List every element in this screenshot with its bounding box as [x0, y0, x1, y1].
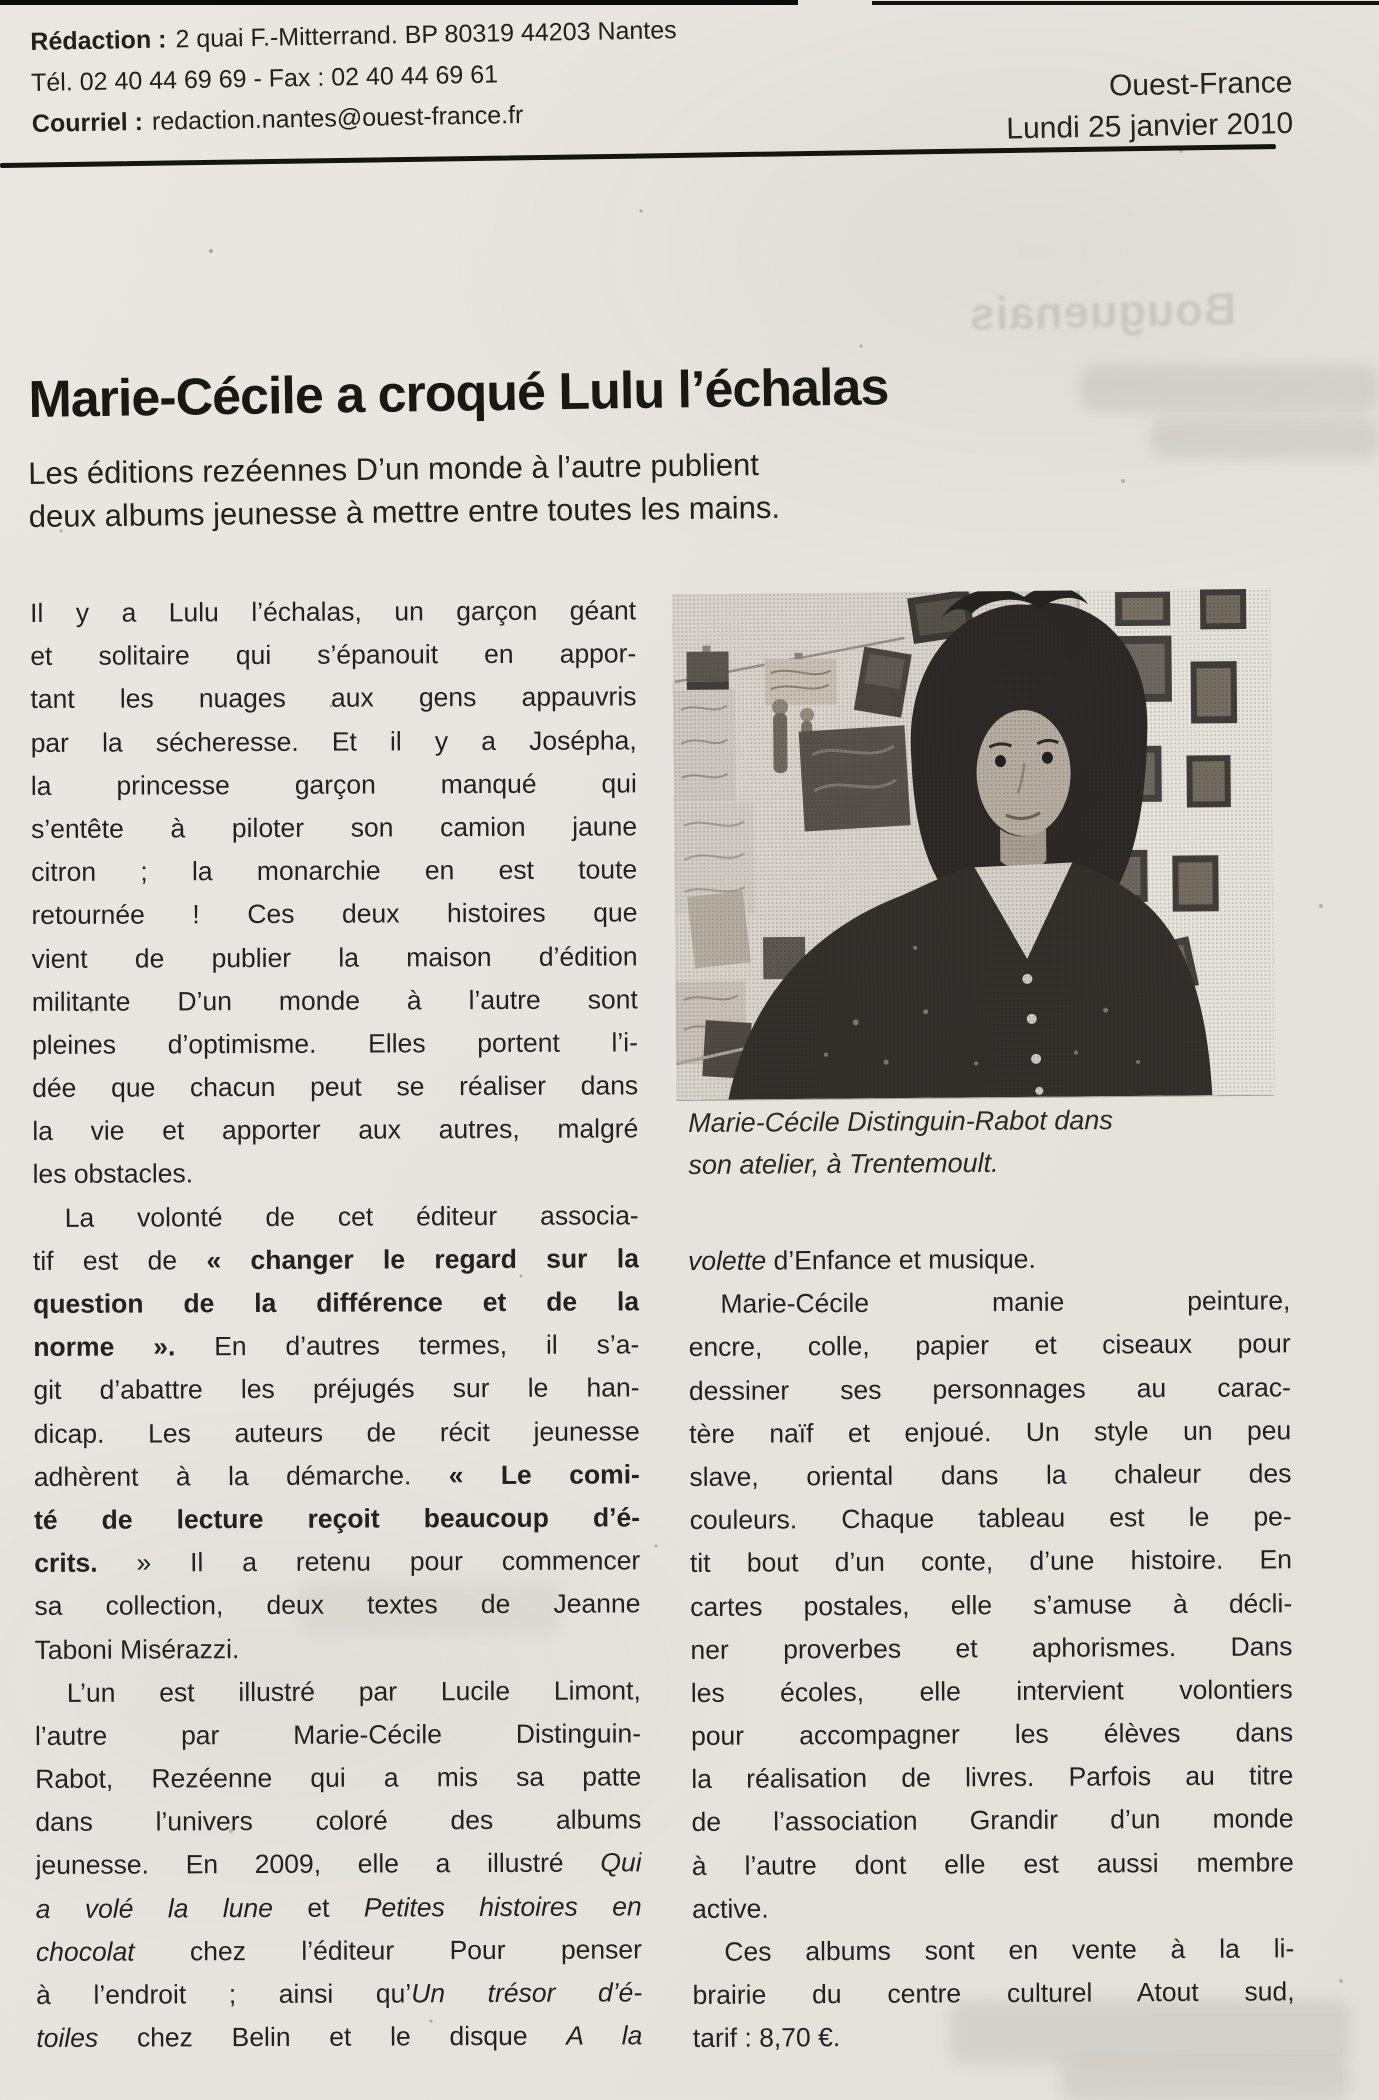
text-segment: à l’autre dont elle est aussi membre [691, 1846, 1294, 1881]
text-line [34, 1410, 640, 1456]
email-value: redaction.nantes@ouest-france.fr [151, 100, 524, 136]
text-line [32, 978, 638, 1024]
text-segment: tif est de [32, 1245, 207, 1276]
bold-quote-segment: norme ». [33, 1331, 176, 1363]
text-segment: active. [691, 1893, 769, 1924]
text-segment: Taboni Misérazzi. [34, 1633, 240, 1665]
italic-title-segment: volette [688, 1245, 767, 1276]
text-line [34, 1539, 640, 1585]
text-segment: Il y a Lulu l’échalas, un garçon géant [30, 595, 637, 628]
text-segment: jeunesse. En 2009, elle a illustré [35, 1847, 601, 1881]
text-line [691, 1798, 1293, 1845]
right-column-text [688, 1236, 1295, 2060]
text-segment: à l’endroit ; ainsi qu’ [36, 1978, 412, 2010]
text-segment: la princesse garçon manqué qui [30, 768, 637, 801]
photo-caption [688, 1098, 1281, 1186]
text-line [33, 1324, 639, 1370]
edition-date: Lundi 25 janvier 2010 [1006, 106, 1294, 146]
text-segment: » Il a retenu pour commencer [97, 1545, 641, 1578]
caption-line: son atelier, à Trentemoult. [688, 1147, 999, 1180]
portrait-photo-illustration [672, 589, 1274, 1100]
bleedthrough-blob [1150, 418, 1379, 458]
text-segment: L’un est illustré par Lucile Limont, [66, 1675, 641, 1708]
text-segment: la vie et apporter aux autres, malgré [32, 1113, 639, 1147]
text-line [36, 1928, 642, 1974]
text-line [35, 1799, 641, 1845]
italic-title-segment: Un trésor d’é- [411, 1977, 643, 2009]
italic-title-segment: Qui [600, 1847, 642, 1878]
left-column [30, 589, 642, 2060]
address-label: Rédaction : [30, 25, 167, 56]
text-line [35, 1626, 641, 1672]
text-line [35, 1712, 641, 1758]
text-segment: chez Belin et le disque [98, 2020, 567, 2053]
bleedthrough-district-name: Bouguenais [968, 283, 1237, 340]
text-segment: tant les nuages aux gens appauvris [30, 681, 637, 715]
text-line [693, 2014, 1295, 2061]
text-segment: et [272, 1892, 364, 1923]
text-segment: Ces albums sont en vente à la li- [724, 1933, 1295, 1967]
address-value: 2 quai F.-Mitterrand. BP 80319 44203 Nantes [175, 16, 677, 54]
standfirst-line: Les éditions rezéennes D’un monde à l’autre publient [28, 447, 760, 491]
text-line [691, 1755, 1293, 1802]
text-segment: tère naïf et enjoué. Un style un peu [689, 1415, 1292, 1449]
text-segment: chez l’éditeur Pour penser [134, 1934, 642, 1967]
text-segment: tarif : 8,70 €. [692, 2022, 841, 2054]
text-line [688, 1236, 1290, 1283]
text-line [34, 1583, 640, 1629]
text-line [688, 1280, 1290, 1327]
text-segment: l’autre par Marie-Cécile Distinguin- [34, 1718, 642, 1751]
text-line [34, 1496, 640, 1542]
portrait-photo [672, 589, 1274, 1100]
text-segment: tit bout d’un conte, d’une histoire. En [689, 1544, 1293, 1579]
text-segment: par la sécheresse. Et il y a Josépha, [30, 724, 637, 758]
text-line [690, 1495, 1292, 1542]
text-segment: encre, colle, papier et ciseaux pour [688, 1328, 1291, 1363]
text-segment: git d’abattre les préjugés sur le han- [33, 1372, 640, 1406]
text-segment: retournée ! Ces deux histoires que [31, 897, 638, 931]
text-segment: dessiner ses personnages au carac- [688, 1371, 1292, 1406]
text-line [35, 1669, 641, 1715]
text-segment: et solitaire qui s’épanouit en appor- [30, 638, 637, 672]
text-segment: s’entête à piloter son camion jaune [30, 811, 638, 844]
text-segment: militante D’un monde à l’autre sont [31, 984, 638, 1017]
caption-line: Marie-Cécile Distinguin-Rabot dans [688, 1105, 1113, 1138]
text-line [31, 719, 637, 765]
text-line [30, 589, 636, 635]
text-segment: vient de publier la maison d’édition [31, 940, 638, 974]
text-line [32, 1108, 638, 1154]
text-line [36, 1885, 642, 1931]
text-line [33, 1194, 639, 1240]
text-line [34, 1453, 640, 1499]
text-line [690, 1582, 1292, 1629]
bold-quote-segment: « changer le regard sur la [206, 1243, 639, 1276]
bold-quote-segment: crits. [34, 1547, 98, 1579]
text-line [692, 1884, 1294, 1931]
article-standfirst [28, 441, 929, 538]
italic-title-segment: Petites histoires en [363, 1890, 642, 1923]
text-line [689, 1366, 1291, 1413]
text-line [691, 1668, 1293, 1715]
text-line [30, 676, 636, 722]
scan-edge-bar [0, 0, 798, 5]
text-line [36, 2015, 642, 2061]
italic-title-segment: A la [566, 2020, 643, 2051]
text-line [692, 1970, 1294, 2017]
text-line [33, 1367, 639, 1413]
text-segment: cartes postales, elle s’amuse à décli- [690, 1587, 1293, 1622]
email-label: Courriel : [31, 107, 144, 138]
text-segment: dée que chacun peut se réaliser dans [32, 1070, 639, 1104]
text-line [691, 1711, 1293, 1758]
text-line [689, 1409, 1291, 1456]
italic-title-segment: chocolat [35, 1936, 135, 1967]
text-line [692, 1841, 1294, 1888]
standfirst-line: deux albums jeunesse à mettre entre toutes les mains. [28, 489, 781, 534]
text-line [690, 1539, 1292, 1586]
text-segment: brairie du centre culturel Atout sud, [692, 1976, 1295, 2011]
text-segment: couleurs. Chaque tableau est le pe- [689, 1501, 1292, 1536]
newspaper-name: Ouest-France [1108, 65, 1293, 103]
article-headline: Marie-Cécile a croqué Lulu l’échalas [28, 358, 889, 429]
text-segment: pleines d’optimisme. Elles portent l’i- [31, 1027, 639, 1060]
bold-quote-segment: question de la différence et de la [33, 1286, 640, 1319]
bold-quote-segment: « Le comi- [448, 1459, 640, 1490]
text-segment: La volonté de cet éditeur associa- [64, 1199, 639, 1233]
text-segment: les obstacles. [32, 1158, 194, 1190]
text-line [30, 633, 636, 679]
text-segment: dicap. Les auteurs de récit jeunesse [33, 1415, 640, 1449]
text-segment: sa collection, deux textes de Jeanne [34, 1588, 641, 1622]
text-segment: pour accompagner les élèves dans [690, 1717, 1294, 1752]
text-line [690, 1625, 1292, 1672]
text-segment: adhèrent à la démarche. [33, 1459, 449, 1492]
bleedthrough-blob [1060, 2062, 1350, 2100]
text-line [36, 1971, 642, 2017]
text-line [31, 892, 637, 938]
italic-title-segment: a volé la lune [35, 1892, 274, 1924]
text-segment: ner proverbes et aphorismes. Dans [690, 1631, 1293, 1665]
issue-block [900, 62, 1294, 152]
masthead-rule [0, 144, 1276, 168]
text-line [31, 805, 637, 851]
text-line [32, 1021, 638, 1067]
text-segment: citron ; la monarchie en est toute [31, 854, 638, 888]
paper-specks [0, 0, 2, 2]
text-line [32, 1151, 638, 1197]
text-segment: d’Enfance et musique. [766, 1243, 1036, 1276]
text-line [33, 1280, 639, 1326]
text-segment: dans l’univers coloré des albums [35, 1804, 642, 1838]
masthead-phone-line: Tél. 02 40 44 69 69 - Fax : 02 40 44 69 61 [30, 60, 499, 97]
text-line [689, 1452, 1291, 1499]
text-line [35, 1842, 641, 1888]
bold-quote-segment: té de lecture reçoit beaucoup d’é- [33, 1502, 641, 1535]
text-line [35, 1755, 641, 1801]
text-line [31, 762, 637, 808]
italic-title-segment: toiles [36, 2022, 99, 2054]
text-segment: la réalisation de livres. Parfois au titre [691, 1760, 1294, 1795]
text-segment: Marie-Cécile manie peinture, [720, 1285, 1291, 1319]
text-line [32, 1064, 638, 1110]
text-segment: les écoles, elle intervient volontiers [690, 1674, 1293, 1708]
text-segment: de l’association Grandir d’un monde [691, 1803, 1294, 1838]
text-line [31, 848, 637, 894]
text-segment: Rabot, Rezéenne qui a mis sa patte [35, 1761, 642, 1795]
text-line [32, 935, 638, 981]
masthead [30, 7, 852, 145]
text-line [33, 1237, 639, 1283]
text-segment: En d’autres termes, il s’a- [175, 1329, 640, 1362]
text-line [689, 1323, 1291, 1370]
scan-edge-bar [872, 1, 1379, 5]
text-line [692, 1927, 1294, 1974]
text-segment: slave, oriental dans la chaleur des [689, 1458, 1292, 1492]
